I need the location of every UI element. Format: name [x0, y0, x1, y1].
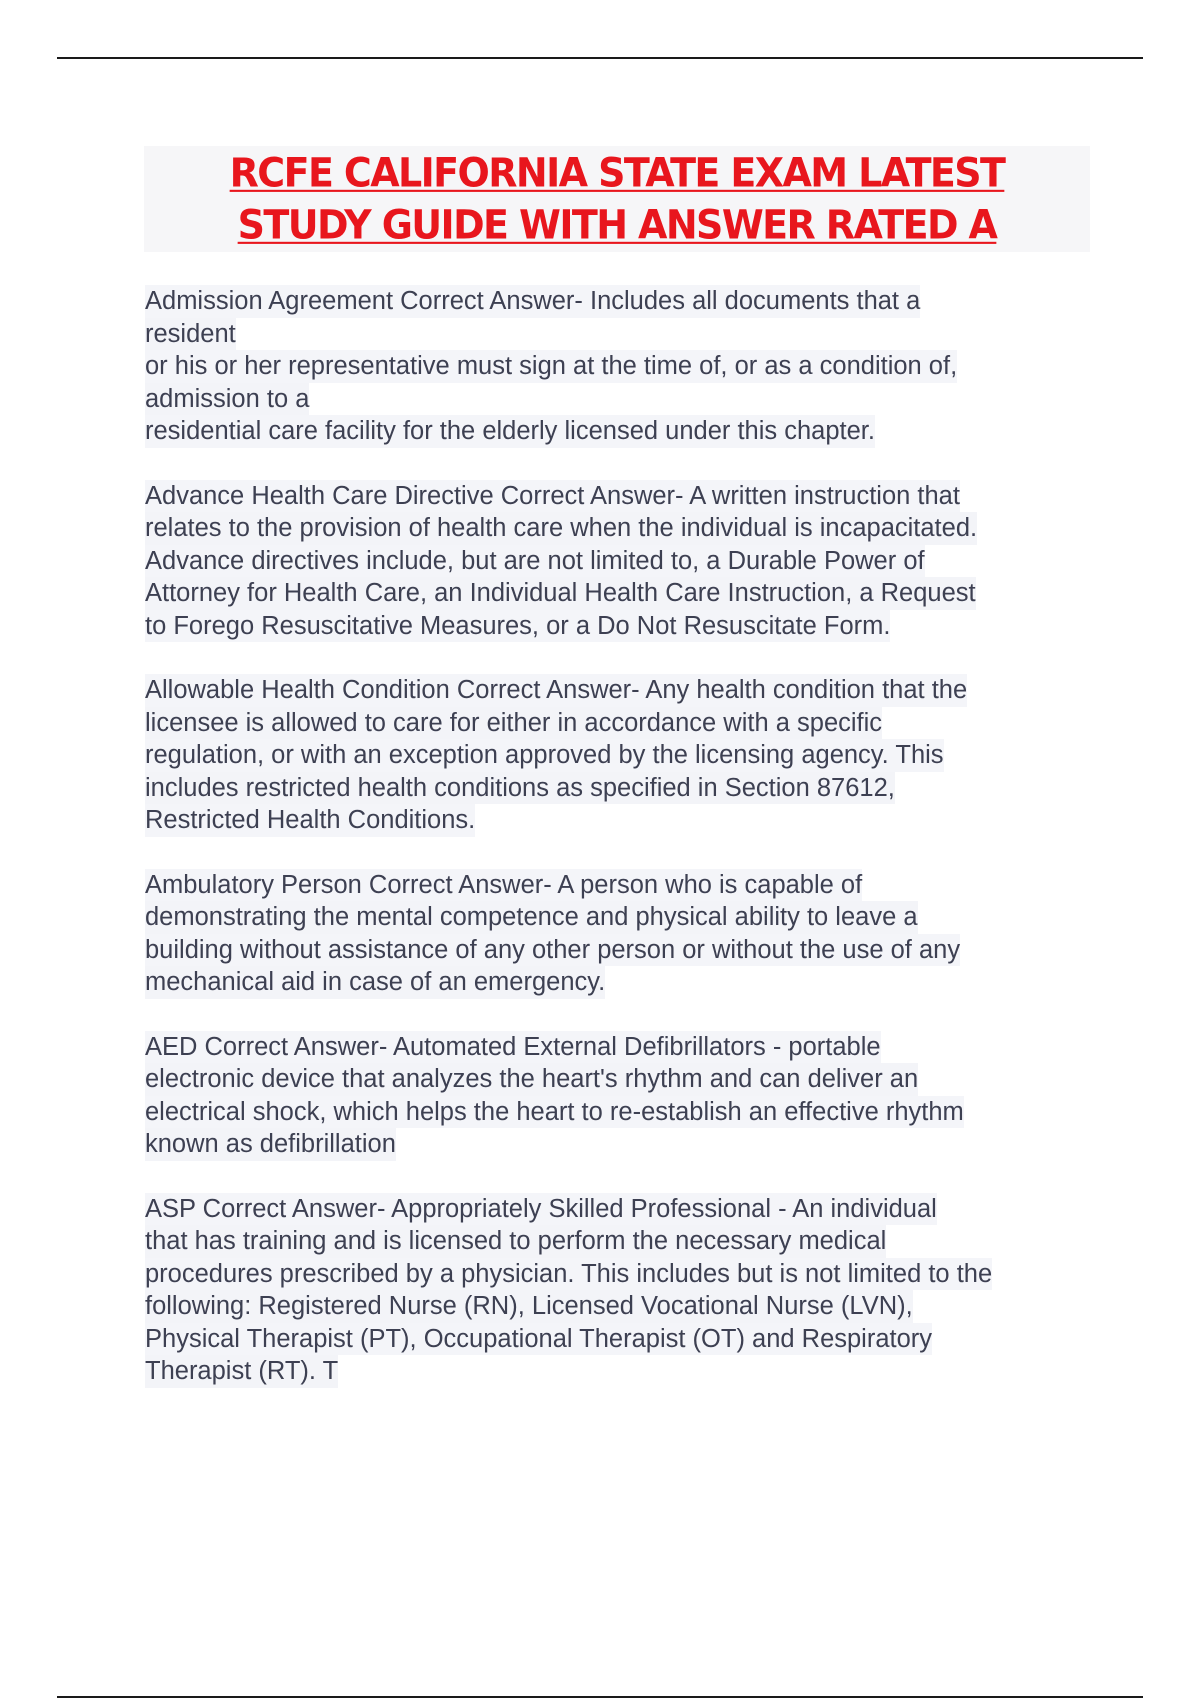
title-line-2: STUDY GUIDE WITH ANSWER RATED A [237, 201, 997, 249]
entry-allowable-health-condition [145, 674, 1105, 837]
entry-line: Therapist (RT). T [145, 1355, 338, 1388]
entry-line: electrical shock, which helps the heart to re-establish an effective rhythm [145, 1096, 964, 1129]
entry-line: Restricted Health Conditions. [145, 804, 475, 837]
entry-line: that has training and is licensed to perform the necessary medical [145, 1225, 886, 1258]
entry-ambulatory-person [145, 869, 1105, 999]
top-rule [57, 57, 1143, 59]
entry-line: residential care facility for the elderly licensed under this chapter. [145, 415, 875, 448]
entry-line: includes restricted health conditions as specified in Section 87612, [145, 772, 895, 805]
entry-line: relates to the provision of health care when the individual is incapacitated. [145, 512, 977, 545]
entry-line: mechanical aid in case of an emergency. [145, 966, 605, 999]
entry-line: building without assistance of any other person or without the use of any [145, 934, 960, 967]
entry-line: Ambulatory Person Correct Answer- A person who is capable of [145, 869, 862, 902]
entry-line: or his or her representative must sign at the time of, or as a condition of, [145, 350, 957, 383]
entry-advance-health-care-directive [145, 480, 1105, 643]
title-line-1: RCFE CALIFORNIA STATE EXAM LATEST [229, 149, 1005, 197]
entry-line: Advance Health Care Directive Correct Answer- A written instruction that [145, 480, 960, 513]
entry-line: procedures prescribed by a physician. This includes but is not limited to the [145, 1258, 992, 1291]
bottom-rule [57, 1696, 1143, 1698]
entry-line: Advance directives include, but are not limited to, a Durable Power of [145, 545, 925, 578]
entry-line: ASP Correct Answer- Appropriately Skilled Professional - An individual [145, 1193, 937, 1226]
entry-line: Physical Therapist (PT), Occupational Therapist (OT) and Respiratory [145, 1323, 932, 1356]
entry-line: resident [145, 318, 236, 351]
entry-line: known as defibrillation [145, 1128, 396, 1161]
entry-line: AED Correct Answer- Automated External Defibrillators - portable [145, 1031, 881, 1064]
entry-line: Admission Agreement Correct Answer- Includes all documents that a [145, 285, 920, 318]
entry-line: Attorney for Health Care, an Individual Health Care Instruction, a Request [145, 577, 976, 610]
document-title [144, 146, 1090, 252]
entry-asp [145, 1193, 1105, 1388]
entry-line: regulation, or with an exception approved by the licensing agency. This [145, 739, 944, 772]
entry-admission-agreement [145, 285, 1105, 448]
entry-line: electronic device that analyzes the heart's rhythm and can deliver an [145, 1063, 918, 1096]
entry-line: admission to a [145, 383, 309, 416]
entry-line: to Forego Resuscitative Measures, or a Do Not Resuscitate Form. [145, 610, 890, 643]
entry-line: licensee is allowed to care for either in accordance with a specific [145, 707, 882, 740]
entry-aed [145, 1031, 1105, 1161]
entry-line: following: Registered Nurse (RN), Licensed Vocational Nurse (LVN), [145, 1290, 913, 1323]
entry-line: Allowable Health Condition Correct Answer- Any health condition that the [145, 674, 967, 707]
study-guide-content [145, 285, 1105, 1420]
entry-line: demonstrating the mental competence and physical ability to leave a [145, 901, 918, 934]
